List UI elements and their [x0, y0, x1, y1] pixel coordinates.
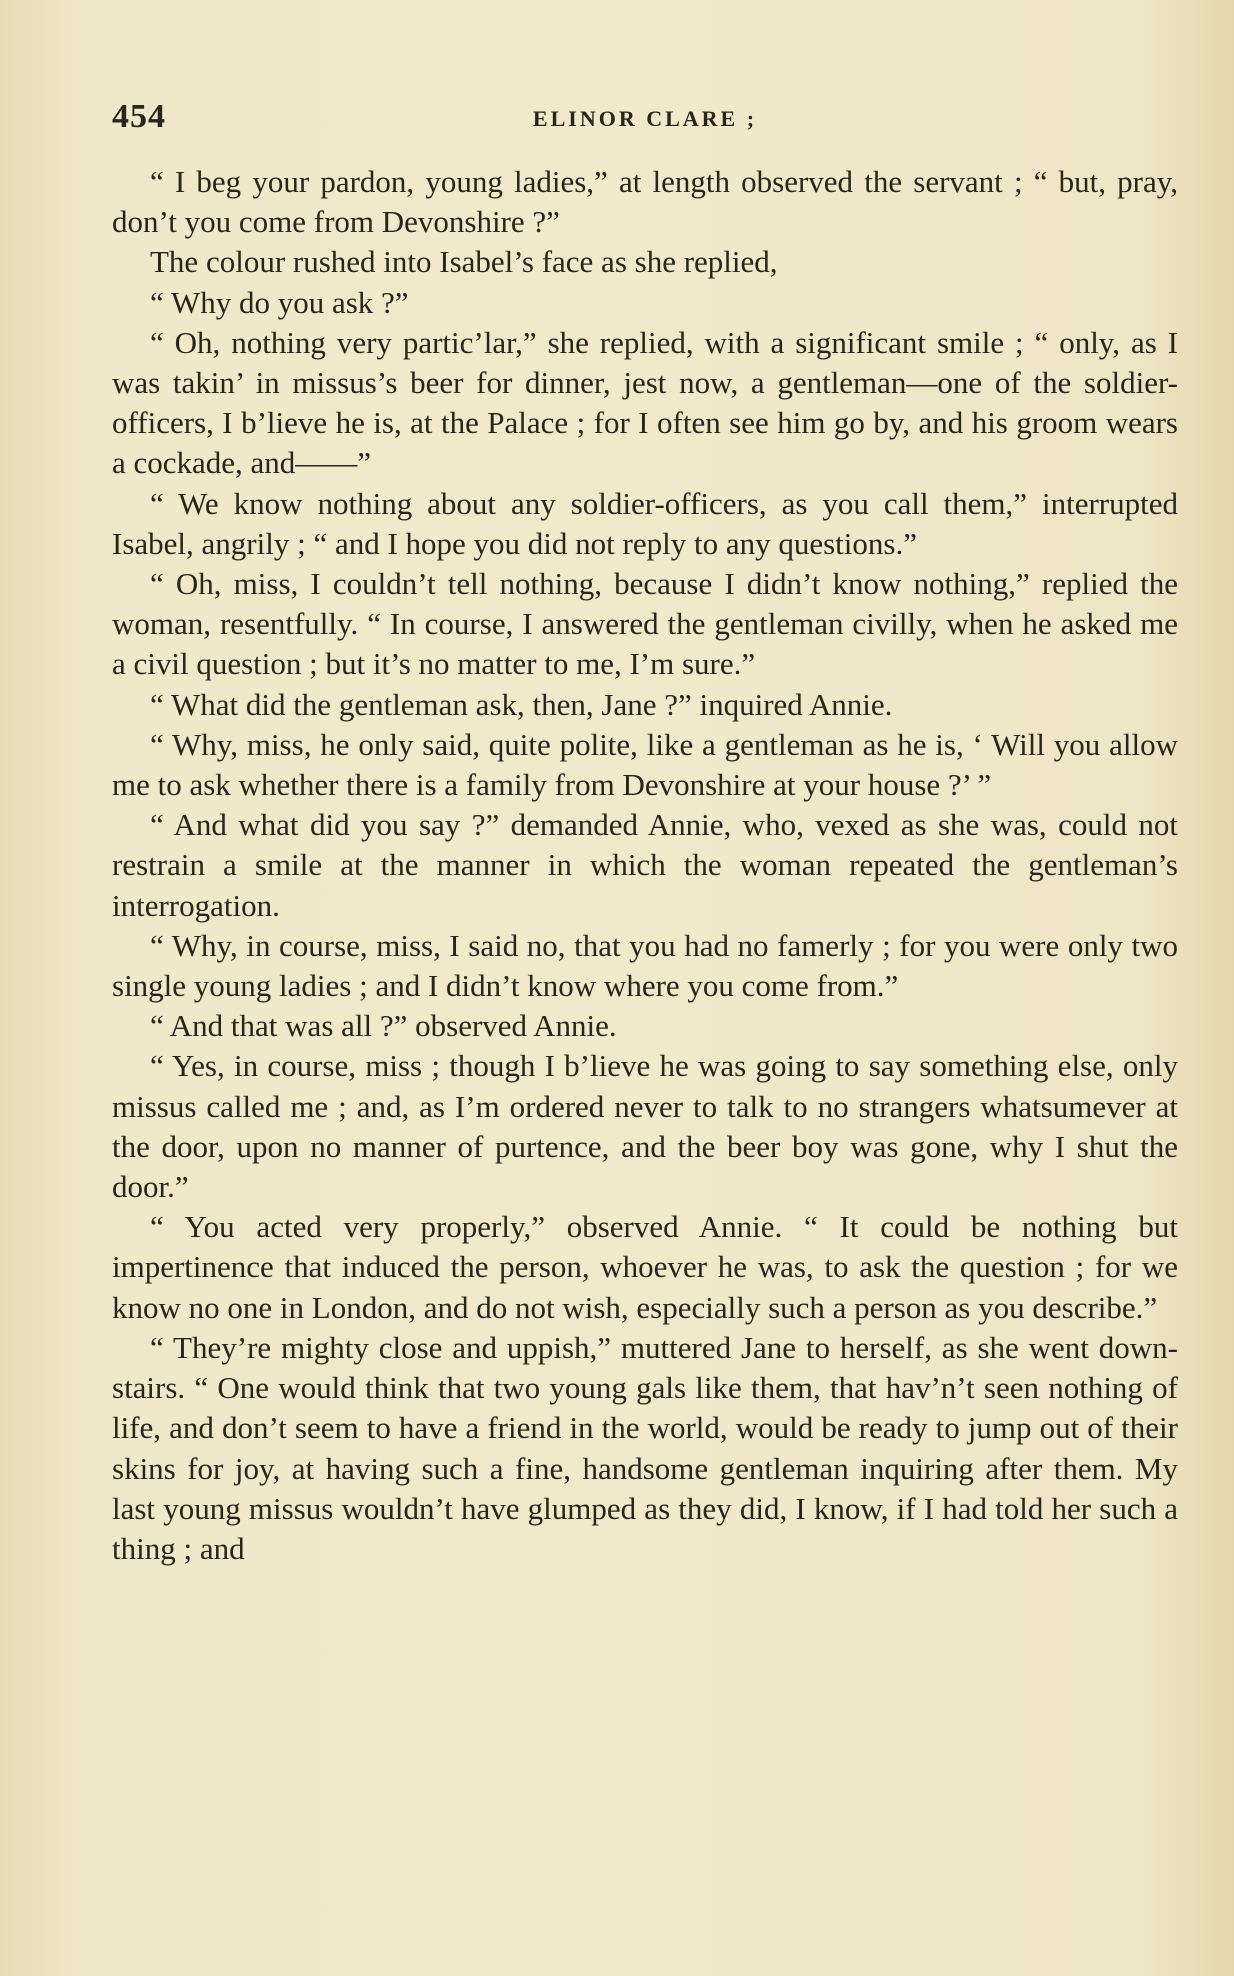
paragraph: The colour rushed into Isabel’s face as she replied,: [150, 244, 778, 280]
paragraph: “ Why do you ask ?”: [150, 284, 409, 320]
paragraph: “ And that was all ?” observed Annie.: [150, 1008, 617, 1044]
paragraph: “ Oh, miss, I couldn’t tell nothing, because I didn’t know nothing,” replied the woman, resentfully. “ In course, I answered the gentleman civilly, when he asked me a civil question ; but it’s no matter to me, I’m sure.”: [112, 566, 1178, 682]
paragraph: “ We know nothing about any soldier-officers, as you call them,” interrupted Isabel, angrily ; “ and I hope you did not reply to any questions.”: [112, 485, 1178, 561]
paragraph: “ I beg your pardon, young ladies,” at length observed the servant ; “ but, pray, don’t you come from Devonshire ?”: [112, 164, 1178, 240]
paragraph: “ Yes, in course, miss ; though I b’lieve he was going to say something else, only missus called me ; and, as I’m ordered never to talk to no strangers whatsumever at the door, upon no manner of purtence, and the beer boy was gone, why I shut the door.”: [112, 1048, 1178, 1205]
paragraph: “ They’re mighty close and uppish,” muttered Jane to herself, as she went down-stairs. “ One would think that two young gals like them, that hav’n’t seen nothing of life, and don’t seem to have a friend in the world, would be ready to jump out of their skins for joy, at having such a fine, handsome gentleman inquiring after them. My last young missus wouldn’t have glumped as they did, I know, if I had told her such a thing ; and: [112, 1329, 1178, 1566]
running-head: [112, 98, 1178, 142]
paragraph: “ Why, in course, miss, I said no, that you had no famerly ; for you were only two single young ladies ; and I didn’t know where you come from.”: [112, 927, 1178, 1004]
book-title: ELINOR CLARE ;: [532, 106, 758, 131]
paragraph: “ And what did you say ?” demanded Annie, who, vexed as she was, could not restrain a smile at the manner in which the woman repeated the gentleman’s interrogation.: [112, 807, 1178, 923]
paragraph: “ Why, miss, he only said, quite polite, like a gentleman as he is, ‘ Will you allow me to ask whether there is a family from Devonshire at your house ?’ ”: [112, 726, 1178, 803]
paragraph: “ Oh, nothing very partic’lar,” she replied, with a significant smile ; “ only, as I was takin’ in missus’s beer for dinner, jest now, a gentleman—one of the soldier-officers, I b’lieve he is, at the Palace ; for I often see him go by, and his groom wears a cockade, and——”: [112, 324, 1178, 481]
page-number: 454: [112, 98, 166, 135]
paragraph: “ What did the gentleman ask, then, Jane ?” inquired Annie.: [150, 686, 893, 722]
body-text: [112, 162, 1178, 1569]
paragraph: “ You acted very properly,” observed Annie. “ It could be nothing but impertinence that induced the person, whoever he was, to ask the question ; for we know no one in London, and do not wish, especially such a person as you describe.”: [112, 1209, 1178, 1325]
